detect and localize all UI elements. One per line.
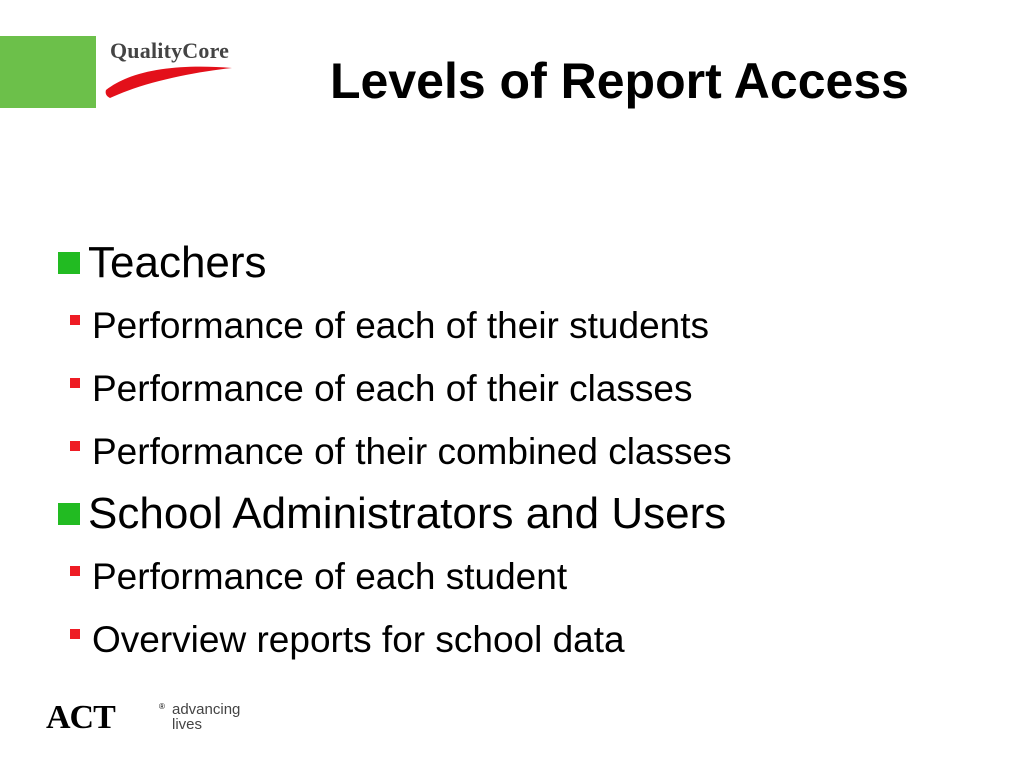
bullet-level1 [58, 232, 998, 294]
act-logo-text: ACT [46, 699, 115, 736]
bullet-level2 [58, 608, 998, 671]
bullet-item: Performance of each of their students [92, 305, 710, 346]
bullet-item: Performance of each of their classes [92, 368, 693, 409]
green-square-bullet-icon [58, 252, 80, 274]
bullet-item: Performance of each student [92, 556, 568, 597]
green-accent-block [0, 36, 96, 108]
bullet-level2 [58, 357, 998, 420]
act-tagline [172, 702, 240, 732]
bullet-level2 [58, 294, 998, 357]
red-square-bullet-icon [70, 441, 80, 451]
bullet-heading-administrators: School Administrators and Users [88, 489, 727, 538]
slide-title: Levels of Report Access [330, 53, 909, 109]
bullet-level2 [58, 420, 998, 483]
qualitycore-logo [104, 36, 280, 108]
qualitycore-logo-text: QualityCore [110, 38, 230, 63]
red-square-bullet-icon [70, 629, 80, 639]
bullet-heading-teachers: Teachers [88, 238, 267, 287]
red-square-bullet-icon [70, 566, 80, 576]
act-logo [46, 700, 266, 740]
bullet-level2 [58, 545, 998, 608]
red-square-bullet-icon [70, 378, 80, 388]
green-square-bullet-icon [58, 503, 80, 525]
act-tagline-line1: advancing [172, 701, 241, 718]
bullet-item: Overview reports for school data [92, 619, 625, 660]
red-square-bullet-icon [70, 315, 80, 325]
registered-mark: ® [159, 702, 165, 711]
bullet-list [58, 232, 998, 671]
act-tagline-line2: lives [172, 716, 203, 733]
bullet-level1 [58, 483, 998, 545]
bullet-item: Performance of their combined classes [92, 431, 732, 472]
swoosh-icon [104, 60, 234, 100]
